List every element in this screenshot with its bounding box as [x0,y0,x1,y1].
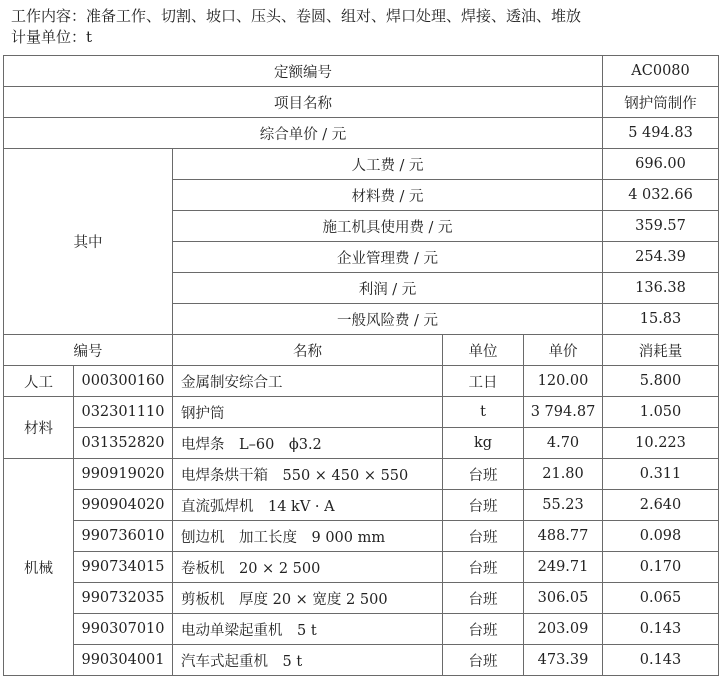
row-name: 卷板机 20 × 2 500 [173,552,443,583]
component-label: 材料费 / 元 [173,180,603,211]
row-unit: t [443,397,524,428]
row-unit: 台班 [443,614,524,645]
row-consumption: 0.065 [603,583,719,614]
row-code: 990304001 [74,645,173,676]
table-row [4,366,719,397]
component-label: 利润 / 元 [173,273,603,304]
of-which-label: 其中 [4,149,173,335]
component-label: 一般风险费 / 元 [173,304,603,335]
row-price: 203.09 [524,614,603,645]
row-name: 电动单梁起重机 5 t [173,614,443,645]
row-code: 031352820 [74,428,173,459]
component-value: 359.57 [603,211,719,242]
component-value: 136.38 [603,273,719,304]
quota-number-value: AC0080 [603,56,719,87]
row-name: 钢护筒 [173,397,443,428]
group-label-labor: 人工 [4,366,74,397]
row-name: 刨边机 加工长度 9 000 mm [173,521,443,552]
row-consumption: 0.143 [603,614,719,645]
row-name: 汽车式起重机 5 t [173,645,443,676]
quota-number-label: 定额编号 [4,56,603,87]
row-code: 990732035 [74,583,173,614]
group-label-material: 材料 [4,397,74,459]
row-price: 473.39 [524,645,603,676]
row-code: 990904020 [74,490,173,521]
row-consumption: 5.800 [603,366,719,397]
row-consumption: 0.311 [603,459,719,490]
row-unit: kg [443,428,524,459]
row-consumption: 1.050 [603,397,719,428]
column-header-price: 单价 [524,335,603,366]
column-header-consumption: 消耗量 [603,335,719,366]
row-name: 金属制安综合工 [173,366,443,397]
column-header-name: 名称 [173,335,443,366]
unit-line: 计量单位：t [11,28,93,46]
row-code: 990736010 [74,521,173,552]
work-content-line: 工作内容：准备工作、切割、坡口、压头、卷圆、组对、焊口处理、焊接、透油、堆放 [11,7,582,25]
component-row [4,149,719,180]
item-name-value: 钢护筒制作 [603,87,719,118]
row-unit: 台班 [443,645,524,676]
row-consumption: 0.143 [603,645,719,676]
component-value: 15.83 [603,304,719,335]
row-code: 000300160 [74,366,173,397]
row-name: 电焊条 L–60 ϕ3.2 [173,428,443,459]
row-price: 120.00 [524,366,603,397]
row-name: 电焊条烘干箱 550 × 450 × 550 [173,459,443,490]
item-name-row [4,87,719,118]
row-price: 249.71 [524,552,603,583]
row-code: 990734015 [74,552,173,583]
row-price: 3 794.87 [524,397,603,428]
row-unit: 台班 [443,459,524,490]
column-header-code: 编号 [4,335,173,366]
column-header-row [4,335,719,366]
table-row [4,614,719,645]
table-row [4,490,719,521]
component-value: 4 032.66 [603,180,719,211]
row-code: 990307010 [74,614,173,645]
row-consumption: 2.640 [603,490,719,521]
row-consumption: 10.223 [603,428,719,459]
table-row [4,397,719,428]
row-name: 直流弧焊机 14 kV · A [173,490,443,521]
row-consumption: 0.170 [603,552,719,583]
item-name-label: 项目名称 [4,87,603,118]
component-label: 人工费 / 元 [173,149,603,180]
unit-price-row [4,118,719,149]
column-header-unit: 单位 [443,335,524,366]
quota-number-row [4,56,719,87]
table-row [4,552,719,583]
component-label: 施工机具使用费 / 元 [173,211,603,242]
table-row [4,583,719,614]
component-label: 企业管理费 / 元 [173,242,603,273]
unit-price-label: 综合单价 / 元 [4,118,603,149]
row-unit: 台班 [443,583,524,614]
row-price: 488.77 [524,521,603,552]
table-row [4,521,719,552]
component-value: 254.39 [603,242,719,273]
row-price: 306.05 [524,583,603,614]
unit-price-value: 5 494.83 [603,118,719,149]
quota-table [3,55,719,676]
row-consumption: 0.098 [603,521,719,552]
row-unit: 台班 [443,552,524,583]
row-code: 032301110 [74,397,173,428]
row-unit: 台班 [443,521,524,552]
row-code: 990919020 [74,459,173,490]
header [0,0,721,55]
group-label-machinery: 机械 [4,459,74,676]
row-unit: 台班 [443,490,524,521]
table-row [4,459,719,490]
row-price: 21.80 [524,459,603,490]
table-row [4,428,719,459]
row-price: 4.70 [524,428,603,459]
row-unit: 工日 [443,366,524,397]
table-row [4,645,719,676]
component-value: 696.00 [603,149,719,180]
row-name: 剪板机 厚度 20 × 宽度 2 500 [173,583,443,614]
row-price: 55.23 [524,490,603,521]
